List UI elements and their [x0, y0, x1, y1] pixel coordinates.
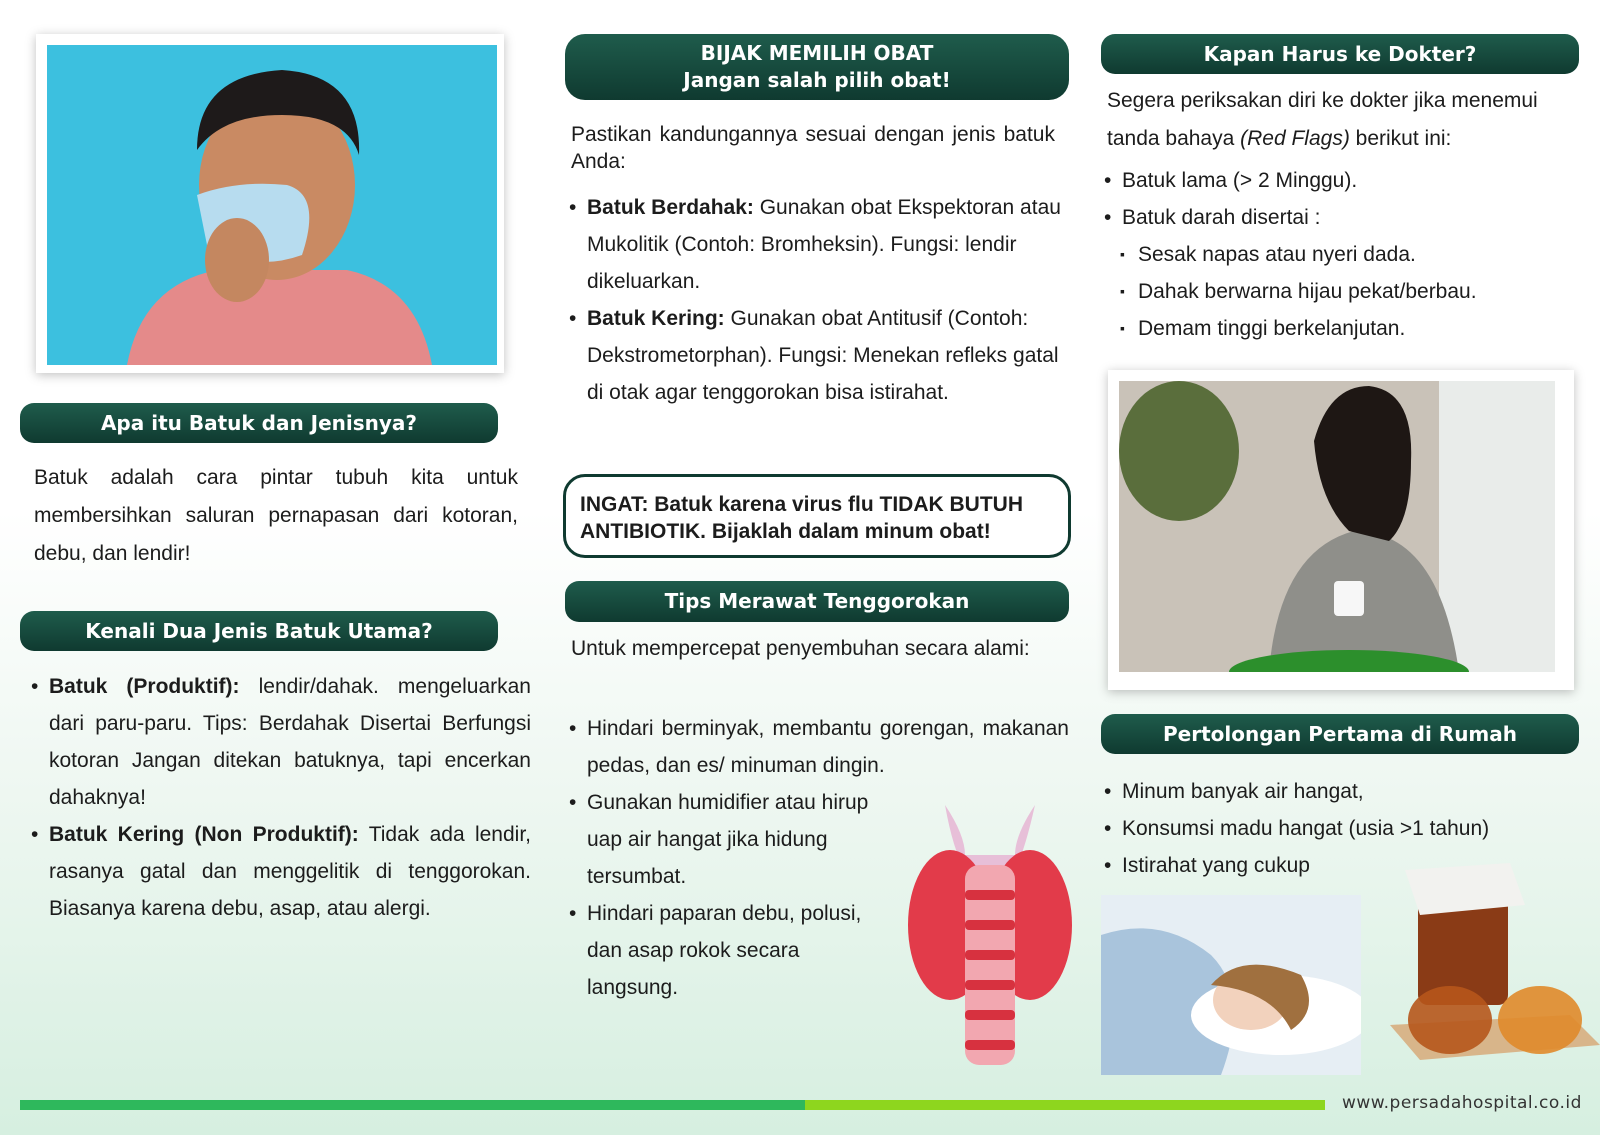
- red-flags-list: [1104, 162, 1584, 236]
- medicine-list: [569, 189, 1069, 411]
- list-item: ▪ Dahak berwarna hijau pekat/berbau.: [1120, 273, 1590, 310]
- sleeping-woman-photo: [1101, 895, 1361, 1075]
- antibiotic-warning-text: INGAT: Batuk karena virus flu TIDAK BUTUH ANTIBIOTIK. Bijaklah dalam minum obat!: [580, 493, 1023, 543]
- throat-tips-title: Tips Merawat Tenggorokan: [664, 589, 970, 613]
- medicine-intro: Pastikan kandungannya sesuai dengan jenis batuk Anda:: [571, 123, 1055, 173]
- throat-tips-intro: Untuk mempercepat penyembuhan secara alami:: [571, 637, 1030, 660]
- list-item: • Hindari paparan debu, polusi, dan asap rokok secara langsung.: [569, 895, 889, 1006]
- first-aid-header: [1101, 714, 1579, 754]
- what-is-cough-header: [20, 403, 498, 443]
- medicine-header: [565, 34, 1069, 100]
- list-item: • Batuk Kering: Gunakan obat Antitusif (Contoh: Dekstrometorphan). Fungsi: Menekan refleks gatal di otak agar tenggorokan bisa istirahat.: [569, 300, 1069, 411]
- red-flags-sublist: [1120, 236, 1590, 347]
- list-item: • Istirahat yang cukup: [1104, 847, 1584, 884]
- throat-illustration: [905, 795, 1075, 1075]
- cough-types-title: Kenali Dua Jenis Batuk Utama?: [85, 618, 433, 643]
- cough-types-header: [20, 611, 498, 651]
- list-item: • Batuk darah disertai :: [1104, 199, 1584, 236]
- antibiotic-warning-box: [563, 474, 1071, 558]
- what-is-cough-text: Batuk adalah cara pintar tubuh kita untuk membersihkan saluran pernapasan dari kotoran, debu, dan lendir!: [34, 466, 518, 565]
- list-item: ▪ Demam tinggi berkelanjutan.: [1120, 310, 1590, 347]
- honey-tea-photo: [1390, 845, 1600, 1080]
- list-item: • Batuk lama (> 2 Minggu).: [1104, 162, 1584, 199]
- doctor-intro: Segera periksakan diri ke dokter jika menemui tanda bahaya (Red Flags) berikut ini:: [1107, 89, 1538, 150]
- list-item: • Batuk Kering (Non Produktif): Tidak ada lendir, rasanya gatal dan menggelitik di tenggorokan. Biasanya karena debu, asap, atau alergi.: [31, 816, 531, 927]
- footer-bar-green: [20, 1100, 805, 1110]
- website-url[interactable]: www.persadahospital.co.id: [1342, 1093, 1582, 1113]
- list-item: • Konsumsi madu hangat (usia >1 tahun): [1104, 810, 1584, 847]
- list-item: • Batuk (Produktif): lendir/dahak. mengeluarkan dari paru-paru. Tips: Berdahak Disertai Berfungsi kotoran Jangan ditekan batuknya, tapi encerkan dahaknya!: [31, 668, 531, 816]
- man-coughing-photo: [47, 45, 497, 365]
- first-aid-title: Pertolongan Pertama di Rumah: [1162, 721, 1518, 746]
- footer-bar-lime: [805, 1100, 1325, 1110]
- list-item: • Minum banyak air hangat,: [1104, 773, 1584, 810]
- list-item: • Gunakan humidifier atau hirup uap air hangat jika hidung tersumbat.: [569, 784, 899, 895]
- list-item: ▪ Sesak napas atau nyeri dada.: [1120, 236, 1590, 273]
- doctor-header: [1101, 34, 1579, 74]
- what-is-cough-title: Apa itu Batuk dan Jenisnya?: [100, 410, 418, 435]
- cough-types-list: [31, 668, 531, 927]
- medicine-subtitle: Jangan salah pilih obat!: [683, 68, 951, 92]
- doctor-title: Kapan Harus ke Dokter?: [1203, 41, 1477, 66]
- list-item: • Batuk Berdahak: Gunakan obat Ekspektoran atau Mukolitik (Contoh: Bromheksin). Fungsi: lendir dikeluarkan.: [569, 189, 1069, 300]
- list-item: • Hindari berminyak, membantu gorengan, makanan pedas, dan es/ minuman dingin.: [569, 710, 1069, 784]
- throat-tips-header: [565, 581, 1069, 622]
- woman-coughing-photo: [1119, 381, 1555, 672]
- medicine-title: BIJAK MEMILIH OBAT: [700, 41, 934, 65]
